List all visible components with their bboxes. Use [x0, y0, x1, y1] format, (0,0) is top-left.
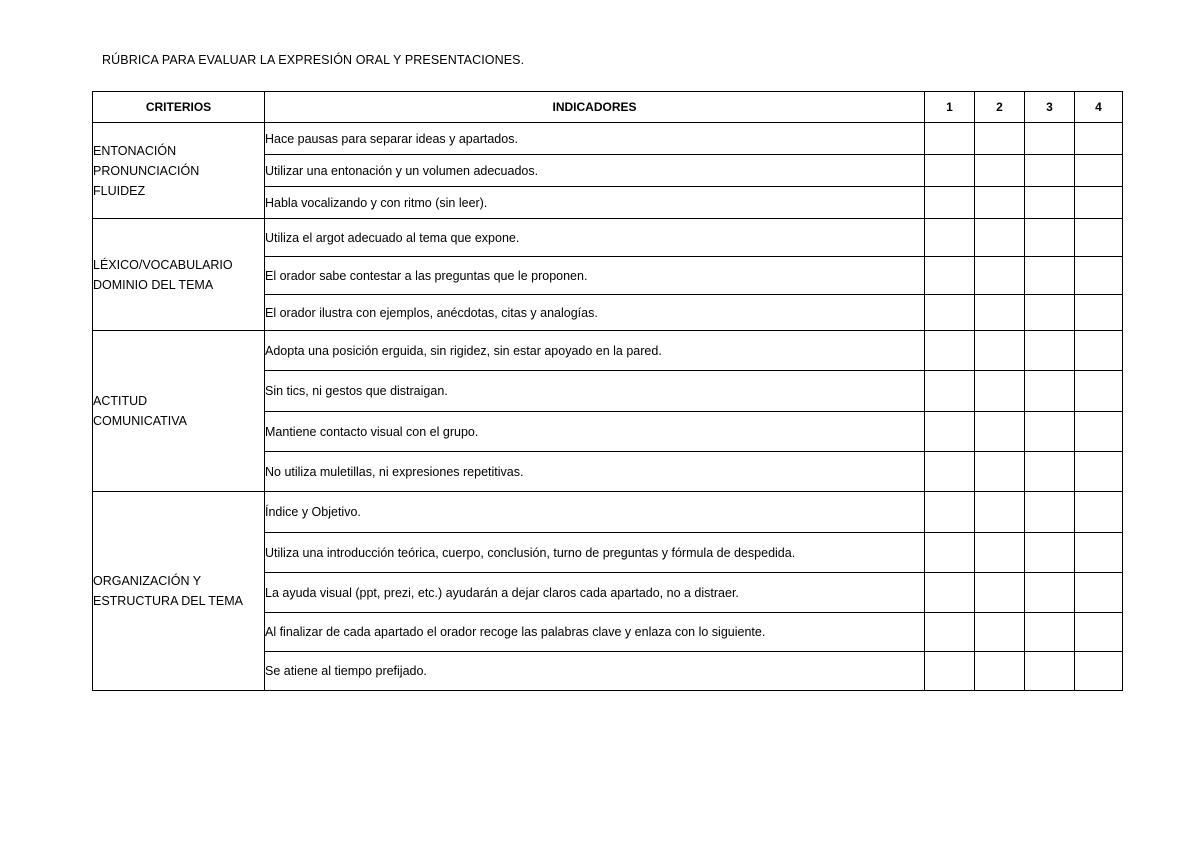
criteria-label: PRONUNCIACIÓN: [93, 163, 200, 178]
score-cell-3[interactable]: [1025, 652, 1075, 691]
score-header-2: 2: [975, 92, 1025, 123]
score-cell-3[interactable]: [1025, 187, 1075, 219]
rubric-table: [92, 91, 1123, 691]
indicator-cell: Hace pausas para separar ideas y apartados.: [265, 123, 925, 155]
score-cell-3[interactable]: [1025, 452, 1075, 492]
score-cell-1[interactable]: [925, 155, 975, 187]
score-cell-4[interactable]: [1075, 452, 1123, 492]
indicator-cell: Al finalizar de cada apartado el orador recoge las palabras clave y enlaza con lo siguiente.: [265, 613, 925, 652]
criteria-label: COMUNICATIVA: [93, 414, 187, 428]
criteria-cell: [93, 123, 265, 219]
score-cell-4[interactable]: [1075, 123, 1123, 155]
score-cell-3[interactable]: [1025, 123, 1075, 155]
score-cell-2[interactable]: [975, 331, 1025, 371]
score-cell-4[interactable]: [1075, 573, 1123, 613]
score-header-4: 4: [1075, 92, 1123, 123]
indicator-cell: El orador ilustra con ejemplos, anécdotas, citas y analogías.: [265, 295, 925, 331]
rubric-row: [93, 331, 1123, 371]
score-cell-1[interactable]: [925, 492, 975, 533]
score-cell-2[interactable]: [975, 155, 1025, 187]
score-cell-2[interactable]: [975, 123, 1025, 155]
score-cell-1[interactable]: [925, 371, 975, 412]
score-cell-2[interactable]: [975, 371, 1025, 412]
document-title: RÚBRICA PARA EVALUAR LA EXPRESIÓN ORAL Y PRESENTACIONES.: [102, 53, 525, 67]
score-cell-1[interactable]: [925, 533, 975, 573]
score-cell-2[interactable]: [975, 187, 1025, 219]
criteria-label: ACTITUD: [93, 394, 148, 408]
score-cell-2[interactable]: [975, 295, 1025, 331]
criteria-label: ESTRUCTURA DEL TEMA: [93, 594, 244, 608]
indicator-cell: La ayuda visual (ppt, prezi, etc.) ayudarán a dejar claros cada apartado, no a distraer.: [265, 573, 925, 613]
score-cell-3[interactable]: [1025, 492, 1075, 533]
indicator-cell: Habla vocalizando y con ritmo (sin leer).: [265, 187, 925, 219]
score-cell-1[interactable]: [925, 187, 975, 219]
score-cell-4[interactable]: [1075, 331, 1123, 371]
score-cell-1[interactable]: [925, 257, 975, 295]
score-cell-1[interactable]: [925, 295, 975, 331]
indicator-cell: Índice y Objetivo.: [265, 492, 925, 533]
indicator-cell: No utiliza muletillas, ni expresiones repetitivas.: [265, 452, 925, 492]
rubric-row: [93, 123, 1123, 155]
header-row: [93, 92, 1123, 123]
indicator-cell: Sin tics, ni gestos que distraigan.: [265, 371, 925, 412]
score-cell-3[interactable]: [1025, 533, 1075, 573]
criteria-label: ENTONACIÓN: [93, 143, 177, 158]
indicator-cell: Mantiene contacto visual con el grupo.: [265, 412, 925, 452]
score-cell-4[interactable]: [1075, 155, 1123, 187]
score-cell-4[interactable]: [1075, 219, 1123, 257]
rubric-row: [93, 492, 1123, 533]
criteria-cell: [93, 331, 265, 492]
score-cell-2[interactable]: [975, 492, 1025, 533]
score-cell-2[interactable]: [975, 533, 1025, 573]
score-cell-3[interactable]: [1025, 412, 1075, 452]
indicator-cell: Adopta una posición erguida, sin rigidez, sin estar apoyado en la pared.: [265, 331, 925, 371]
score-cell-2[interactable]: [975, 613, 1025, 652]
score-header-1: 1: [925, 92, 975, 123]
score-cell-2[interactable]: [975, 452, 1025, 492]
criteria-cell: [93, 492, 265, 691]
score-cell-3[interactable]: [1025, 257, 1075, 295]
criteria-label: DOMINIO DEL TEMA: [93, 277, 214, 292]
score-cell-3[interactable]: [1025, 573, 1075, 613]
criteria-cell: [93, 219, 265, 331]
score-cell-1[interactable]: [925, 331, 975, 371]
indicator-cell: Se atiene al tiempo prefijado.: [265, 652, 925, 691]
score-cell-1[interactable]: [925, 219, 975, 257]
score-cell-4[interactable]: [1075, 187, 1123, 219]
indicators-header: INDICADORES: [265, 92, 925, 123]
score-cell-2[interactable]: [975, 652, 1025, 691]
score-cell-4[interactable]: [1075, 652, 1123, 691]
score-cell-3[interactable]: [1025, 155, 1075, 187]
score-cell-1[interactable]: [925, 573, 975, 613]
score-cell-1[interactable]: [925, 613, 975, 652]
score-cell-1[interactable]: [925, 652, 975, 691]
indicator-cell: El orador sabe contestar a las preguntas que le proponen.: [265, 257, 925, 295]
score-cell-2[interactable]: [975, 573, 1025, 613]
score-cell-4[interactable]: [1075, 533, 1123, 573]
rubric-row: [93, 219, 1123, 257]
indicator-cell: Utiliza una introducción teórica, cuerpo, conclusión, turno de preguntas y fórmula de despedida.: [265, 533, 925, 573]
score-cell-3[interactable]: [1025, 331, 1075, 371]
criteria-label: FLUIDEZ: [93, 183, 146, 198]
indicator-cell: Utilizar una entonación y un volumen adecuados.: [265, 155, 925, 187]
criteria-label: ORGANIZACIÓN Y: [93, 574, 202, 588]
indicator-cell: Utiliza el argot adecuado al tema que expone.: [265, 219, 925, 257]
criteria-header: CRITERIOS: [93, 92, 265, 123]
score-header-3: 3: [1025, 92, 1075, 123]
score-cell-4[interactable]: [1075, 257, 1123, 295]
score-cell-2[interactable]: [975, 219, 1025, 257]
criteria-label: LÉXICO/VOCABULARIO: [93, 257, 233, 272]
score-cell-4[interactable]: [1075, 371, 1123, 412]
score-cell-3[interactable]: [1025, 613, 1075, 652]
score-cell-4[interactable]: [1075, 613, 1123, 652]
score-cell-3[interactable]: [1025, 371, 1075, 412]
score-cell-3[interactable]: [1025, 219, 1075, 257]
score-cell-2[interactable]: [975, 257, 1025, 295]
score-cell-1[interactable]: [925, 123, 975, 155]
score-cell-4[interactable]: [1075, 412, 1123, 452]
score-cell-1[interactable]: [925, 412, 975, 452]
score-cell-1[interactable]: [925, 452, 975, 492]
score-cell-2[interactable]: [975, 412, 1025, 452]
score-cell-4[interactable]: [1075, 492, 1123, 533]
score-cell-3[interactable]: [1025, 295, 1075, 331]
score-cell-4[interactable]: [1075, 295, 1123, 331]
